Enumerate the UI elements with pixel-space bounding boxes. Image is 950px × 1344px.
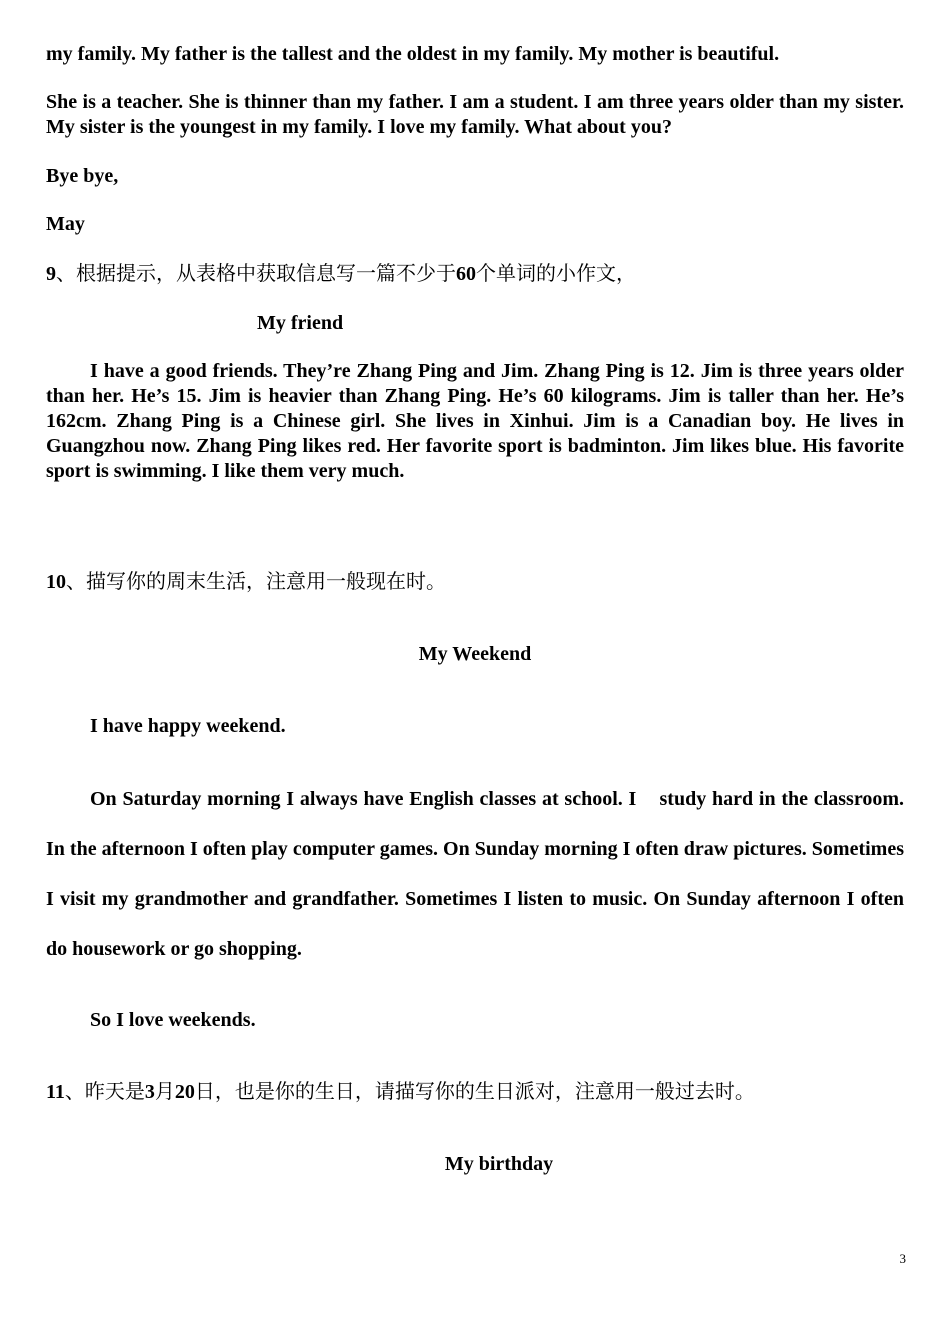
letter-paragraph: She is a teacher. She is thinner than my father. I am a student. I am three years older than my sister. My sister is the youngest in my family. I love my family. What about you? — [46, 91, 904, 138]
essay-title-my-friend: My friend — [257, 312, 344, 334]
question-11-day: 20 — [174, 1081, 195, 1103]
letter-closing: Bye bye, — [46, 165, 119, 187]
page-number: 3 — [899, 1251, 906, 1266]
question-9-prompt — [46, 262, 904, 287]
question-11-text-a: 、昨天是 — [64, 1081, 145, 1103]
letter-signature: May — [46, 213, 85, 235]
question-11-text-c: 日，也是你的生日，请描写你的生日派对，注意用一般过去时。 — [194, 1081, 755, 1103]
question-11-number: 11 — [46, 1081, 65, 1103]
question-9-text-a: 、根据提示，从表格中获取信息写一篇不少于 — [56, 263, 456, 285]
question-9-word-count: 60 — [456, 263, 476, 285]
question-11-text-b: 月 — [154, 1081, 175, 1103]
letter-line-1: my family. My father is the tallest and the oldest in my family. My mother is beautiful. — [46, 43, 780, 65]
essay-weekend-paragraph-1: I have happy weekend. — [90, 715, 286, 737]
question-10-number: 10 — [46, 571, 66, 593]
essay-my-friend-body: I have a good friends. They’re Zhang Ping and Jim. Zhang Ping is 12. Jim is three years older than her. He’s 15. Jim is heavier than Zhang Ping. He’s 60 kilograms. Jim is taller than her. He’s 162cm. Zhang Ping is a Chinese girl. She lives in Xinhui. Jim is a Canadian boy. He lives in Guangzhou now. Zhang Ping likes red. Her favorite sport is badminton. Jim likes blue. His favorite sport is swimming. I like them very much. — [46, 360, 904, 482]
essay-weekend-paragraph-3: So I love weekends. — [90, 1009, 256, 1031]
question-11-month: 3 — [144, 1081, 155, 1103]
essay-title-my-birthday: My birthday — [444, 1153, 554, 1175]
question-11-prompt — [46, 1080, 904, 1105]
question-10-prompt — [46, 570, 904, 595]
question-10-text: 、描写你的周末生活，注意用一般现在时。 — [66, 571, 446, 593]
essay-title-my-weekend: My Weekend — [418, 643, 532, 665]
question-9-text-b: 个单词的小作文， — [476, 263, 636, 285]
question-9-number: 9 — [46, 263, 56, 285]
essay-weekend-paragraph-2: On Saturday morning I always have English classes at school. I study hard in the classroom. In the afternoon I often play computer games. On Sunday morning I often draw pictures. Sometimes I visit my grandmother and grandfather. Sometimes I listen to music. On Sunday afternoon I often do housework or go shopping. — [46, 788, 904, 960]
